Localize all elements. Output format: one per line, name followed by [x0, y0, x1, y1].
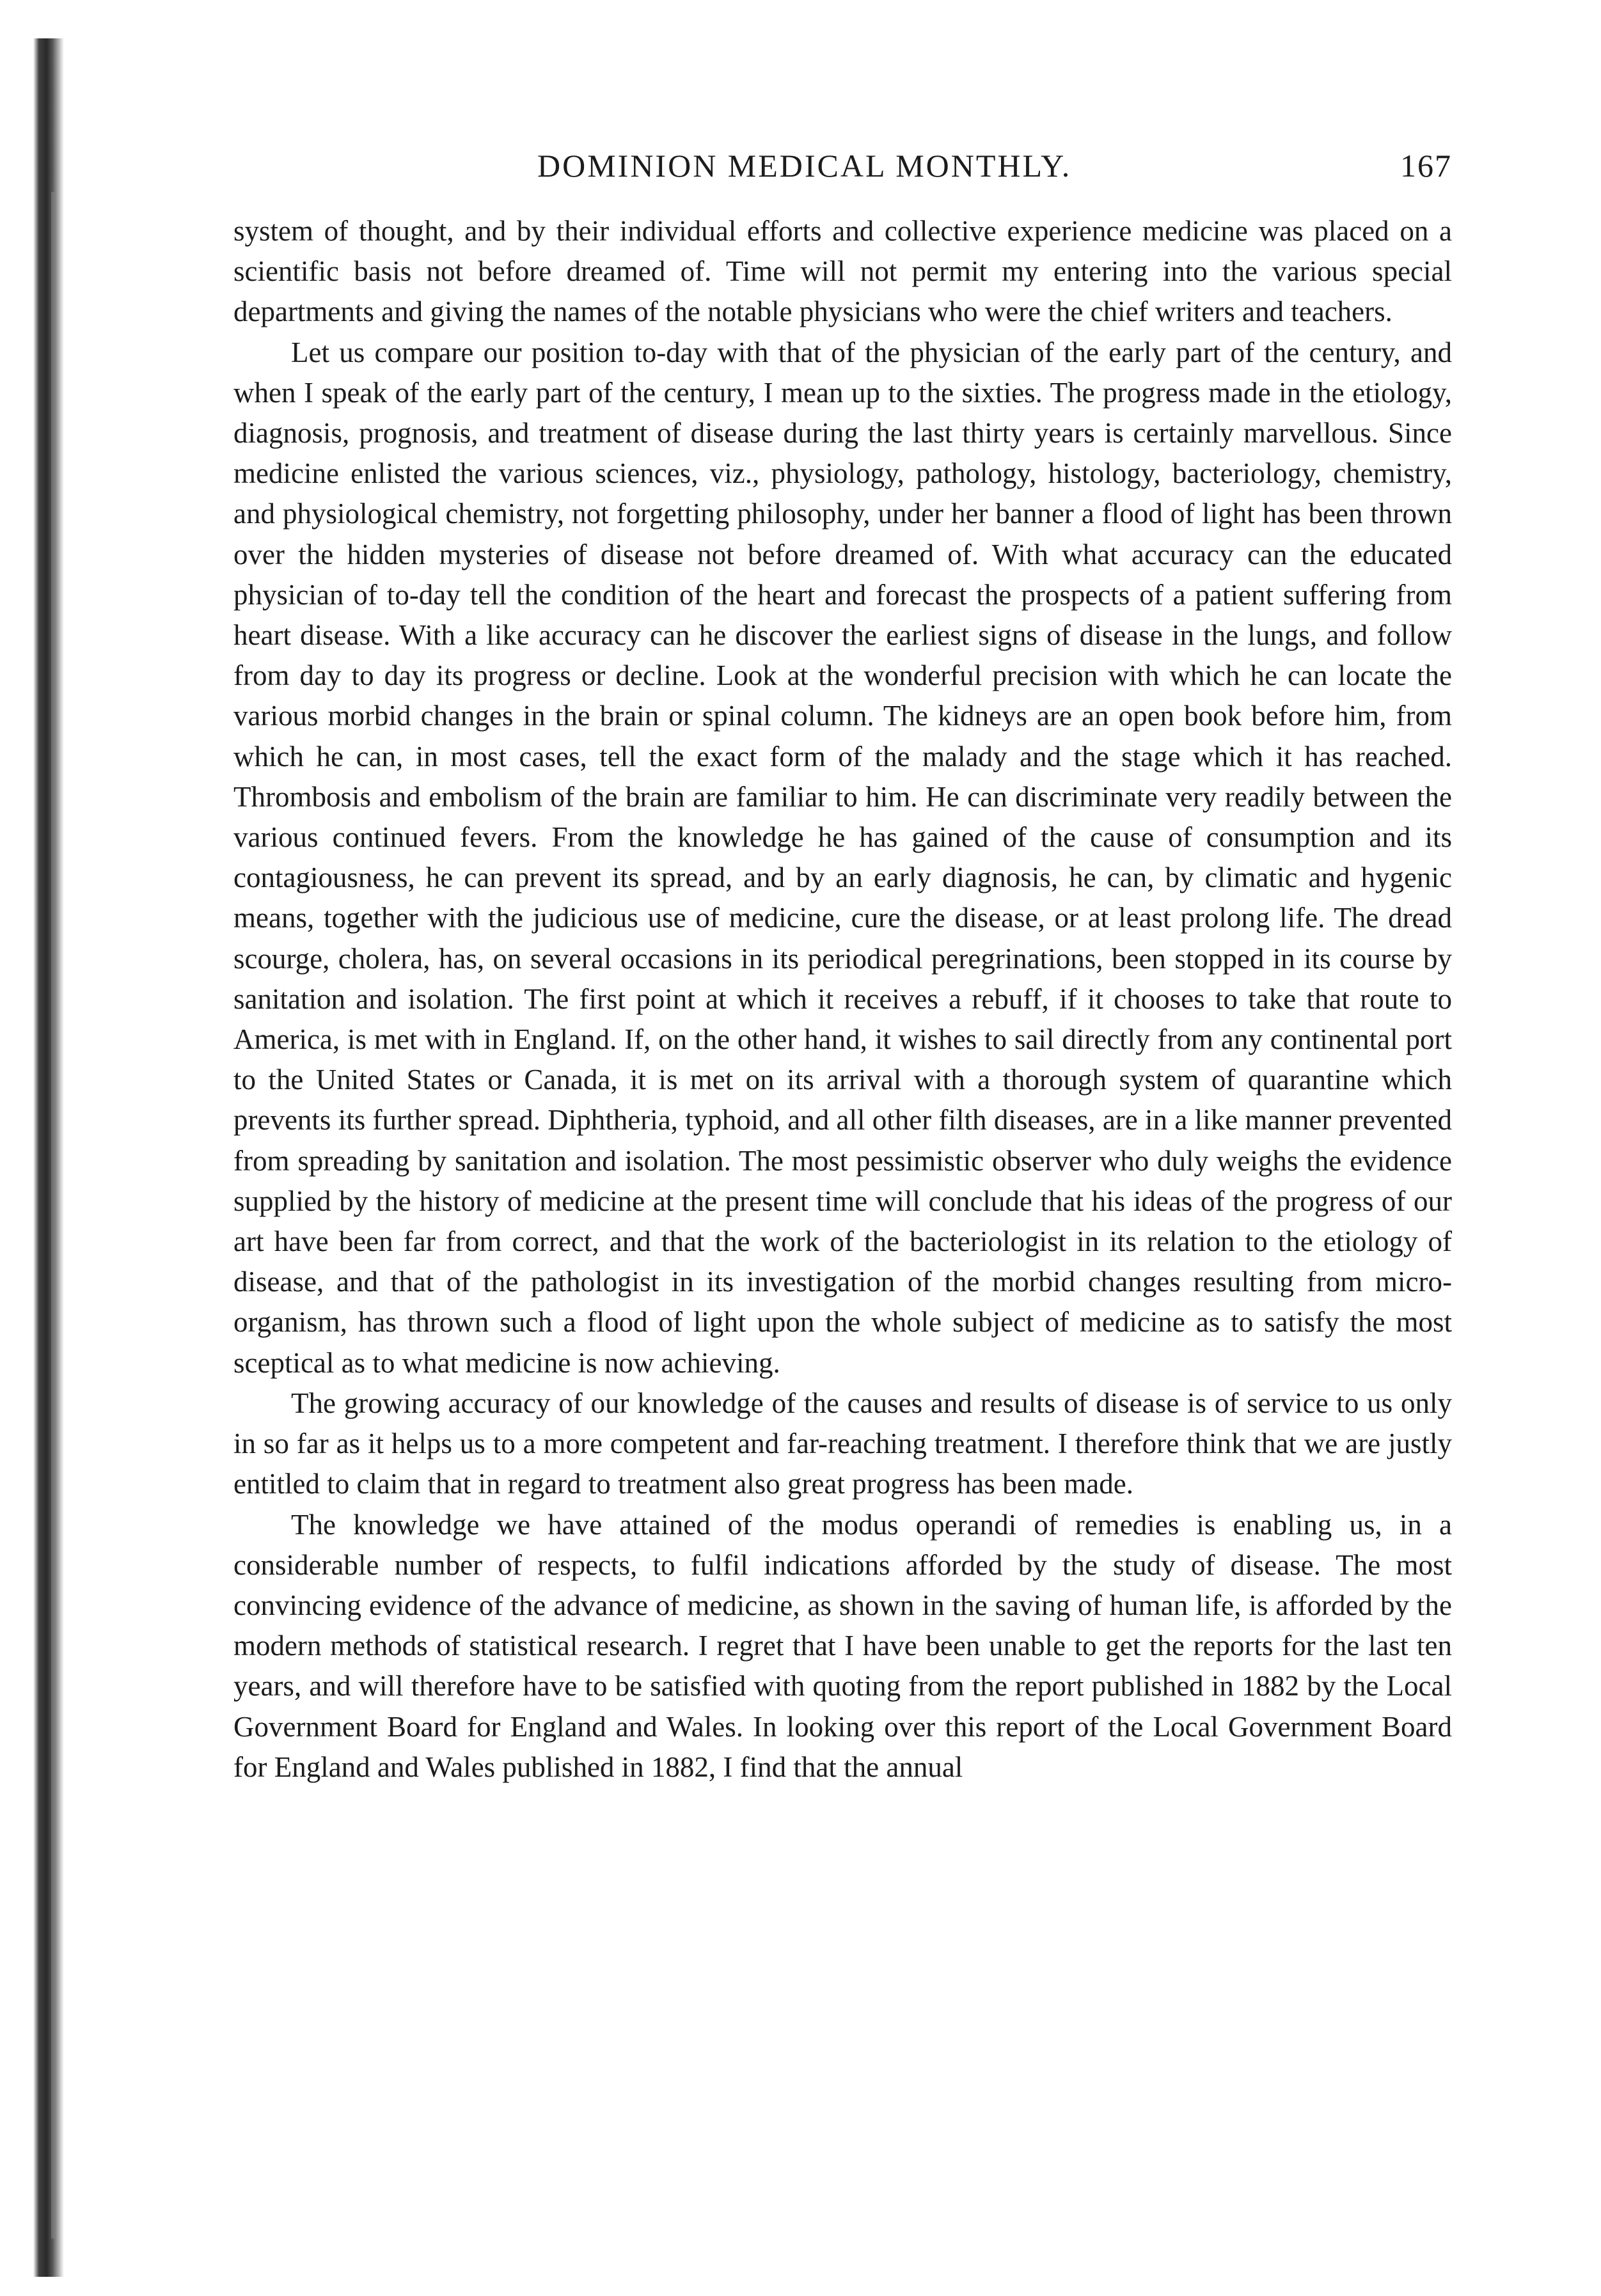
paragraph-4: The knowledge we have attained of the modus operandi of remedies is enabling us, in a considerable number of respects, to fulfil indications afforded by the study of disease. The most convincing evidence of the advance of medicine, as shown in the saving of human life, is afforded by the modern methods of statistical research. I regret that I have been unable to get the reports for the last ten years, and will therefore have to be satisfied with quoting from the report published in 1882 by the Local Government Board for England and Wales. In looking over this report of the Local Government Board for England and Wales published in 1882, I find that the annual — [233, 1508, 1452, 1783]
paragraph-2: Let us compare our position to-day with that of the physician of the early part of the century, and when I speak of the early part of the century, I mean up to the sixties. The progress made in the etiology, diagnosis, prognosis, and treatment of disease during the last thirty years is certainly marvellous. Since medicine enlisted the various sciences, viz., physiology, pathology, histology, bacteriology, chemistry, and physiological chemistry, not forgetting philosophy, under her banner a flood of light has been thrown over the hidden mysteries of disease not before dreamed of. With what accuracy can the educated physician of to-day tell the condition of the heart and forecast the prospects of a patient suffering from heart disease. With a like accuracy can he discover the earliest signs of disease in the lungs, and follow from day to day its progress or decline. Look at the wonderful precision with which he can locate the various morbid changes in the brain or spinal column. The kidneys are an open book before him, from which he can, in most cases, tell the exact form of the malady and the stage which it has reached. Thrombosis and embolism of the brain are familiar to him. He can discriminate very readily between the various continued fevers. From the knowledge he has gained of the cause of consumption and its contagiousness, he can prevent its spread, and by an early diagnosis, he can, by climatic and hygenic means, together with the judicious use of medicine, cure the disease, or at least prolong life. The dread scourge, cholera, has, on several occasions in its periodical peregrinations, been stopped in its course by sanitation and isolation. The first point at which it receives a rebuff, if it chooses to take that route to America, is met with in England. If, on the other hand, it wishes to sail directly from any continental port to the United States or Canada, it is met on its arrival with a thorough system of quarantine which prevents its further spread. Diphtheria, typhoid, and all other filth diseases, are in a like manner prevented from spreading by sanitation and isolation. The most pessimistic observer who duly weighs the evidence supplied by the history of medicine at the present time will conclude that his ideas of the progress of our art have been far from correct, and that the work of the bacteriologist in its relation to the etiology of disease, and that of the pathologist in its investigation of the morbid changes resulting from micro-organism, has thrown such a flood of light upon the whole subject of medicine as to satisfy the most sceptical as to what medicine is now achieving. — [233, 336, 1452, 1379]
paragraph-3: The growing accuracy of our knowledge of the causes and results of disease is of service to us only in so far as it helps us to a more competent and far-reaching treatment. I therefore think that we are justly entitled to claim that in regard to treatment also great progress has been made. — [233, 1387, 1452, 1500]
running-head — [237, 147, 1452, 198]
paragraph-1: system of thought, and by their individual efforts and collective experience medicine was placed on a scientific basis not before dreamed of. Time will not permit my entering into the various special departments and giving the names of the notable physicians who were the chief writers and teachers. — [233, 215, 1452, 328]
page-number: 167 — [1400, 148, 1452, 184]
scan-binding-shadow — [26, 38, 64, 2277]
scan-binding-line — [51, 192, 55, 2238]
journal-title: DOMINION MEDICAL MONTHLY. — [537, 148, 1072, 184]
body-text — [233, 211, 1452, 1788]
